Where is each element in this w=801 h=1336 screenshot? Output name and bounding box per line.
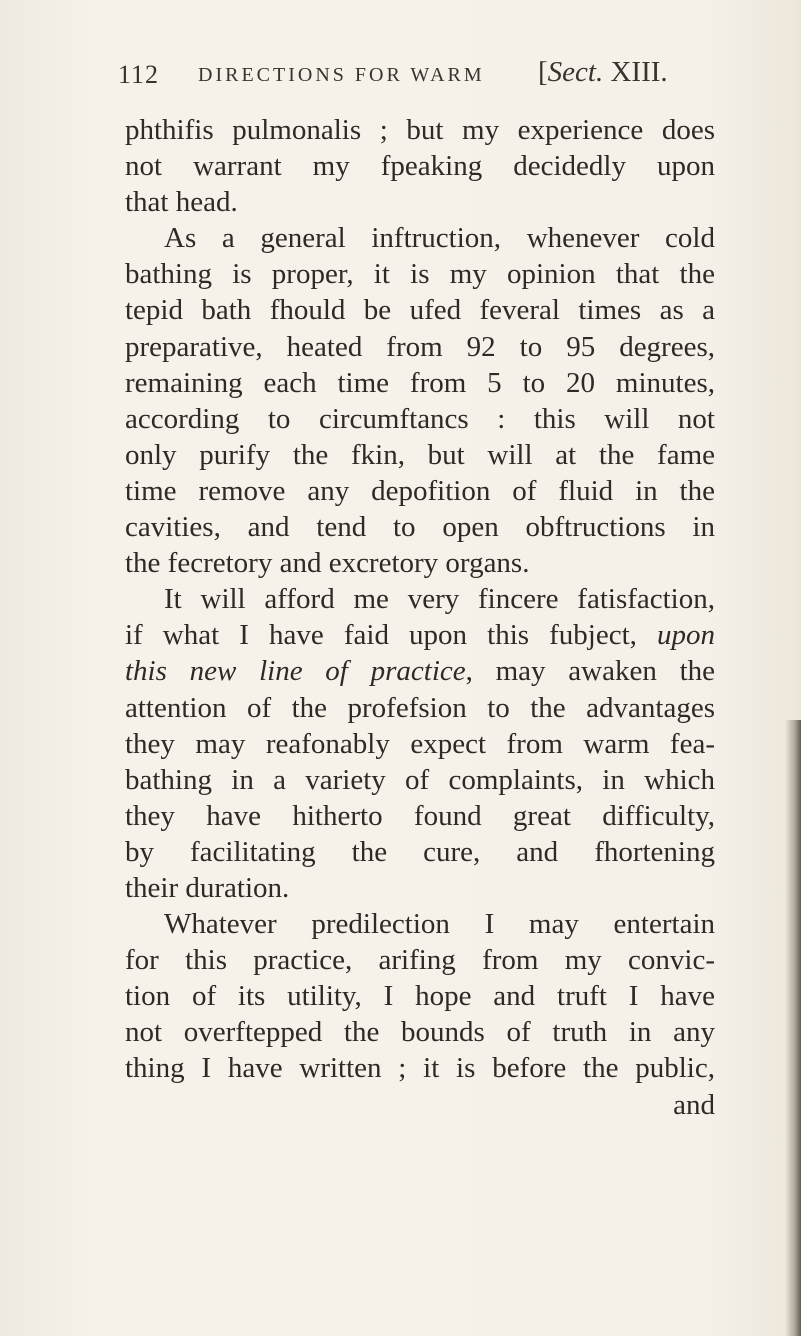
text-line: by facilitating the cure, and fhortening xyxy=(125,835,715,868)
text-line: cavities, and tend to open obftructions in xyxy=(125,511,715,544)
italic-segment: this new line of practice xyxy=(125,655,466,688)
section-bracket: [ xyxy=(538,56,548,88)
text-line: not warrant my fpeaking decidedly upon xyxy=(125,150,715,183)
body-text xyxy=(125,112,715,1123)
text-line: they have hitherto found great difficulty, xyxy=(125,799,715,832)
text-line: for this practice, arifing from my convic- xyxy=(125,944,715,977)
text-line: thing I have written ; it is before the public, xyxy=(125,1052,715,1085)
text-line: according to circumftancs : this will not xyxy=(125,402,715,435)
text-segment: if what I have faid upon this fubject, xyxy=(125,619,657,652)
text-line: preparative, heated from 92 to 95 degrees, xyxy=(125,330,715,363)
running-head: DIRECTIONS FOR WARM xyxy=(198,64,485,86)
text-line xyxy=(125,617,715,653)
text-line: not overftepped the bounds of truth in any xyxy=(125,1016,715,1049)
text-line: tepid bath fhould be ufed feveral times as a xyxy=(125,294,715,327)
section-label: Sect. xyxy=(547,56,604,88)
page-number: 112 xyxy=(118,60,160,89)
text-line: time remove any depofition of fluid in the xyxy=(125,474,715,507)
text-line: bathing in a variety of complaints, in which xyxy=(125,763,715,796)
text-line: attention of the profefsion to the advantages xyxy=(125,691,715,724)
page-header xyxy=(118,58,758,94)
text-line: bathing is proper, it is my opinion that the xyxy=(125,258,715,291)
italic-segment: upon xyxy=(657,619,715,652)
paragraph-start-line: It will afford me very fincere fatisfaction, xyxy=(164,583,715,616)
text-line: tion of its utility, I hope and truft I have xyxy=(125,980,715,1013)
catchword: and xyxy=(673,1088,715,1121)
section-number: XIII. xyxy=(603,56,668,88)
text-line: that head. xyxy=(125,186,238,219)
text-line: they may reafonably expect from warm fea- xyxy=(125,727,715,760)
page-edge-shadow xyxy=(785,720,801,1336)
text-segment: , may awaken the xyxy=(465,655,715,688)
section-reference xyxy=(538,56,668,89)
text-line: only purify the fkin, but will at the fame xyxy=(125,438,715,471)
paragraph-start-line: Whatever predilection I may entertain xyxy=(164,908,715,941)
text-line: remaining each time from 5 to 20 minutes, xyxy=(125,366,715,399)
text-line xyxy=(125,653,715,689)
paragraph-start-line: As a general inftruction, whenever cold xyxy=(164,222,715,255)
text-line: phthifis pulmonalis ; but my experience does xyxy=(125,114,715,146)
text-line: the fecretory and excretory organs. xyxy=(125,547,530,580)
text-line: their duration. xyxy=(125,871,290,904)
